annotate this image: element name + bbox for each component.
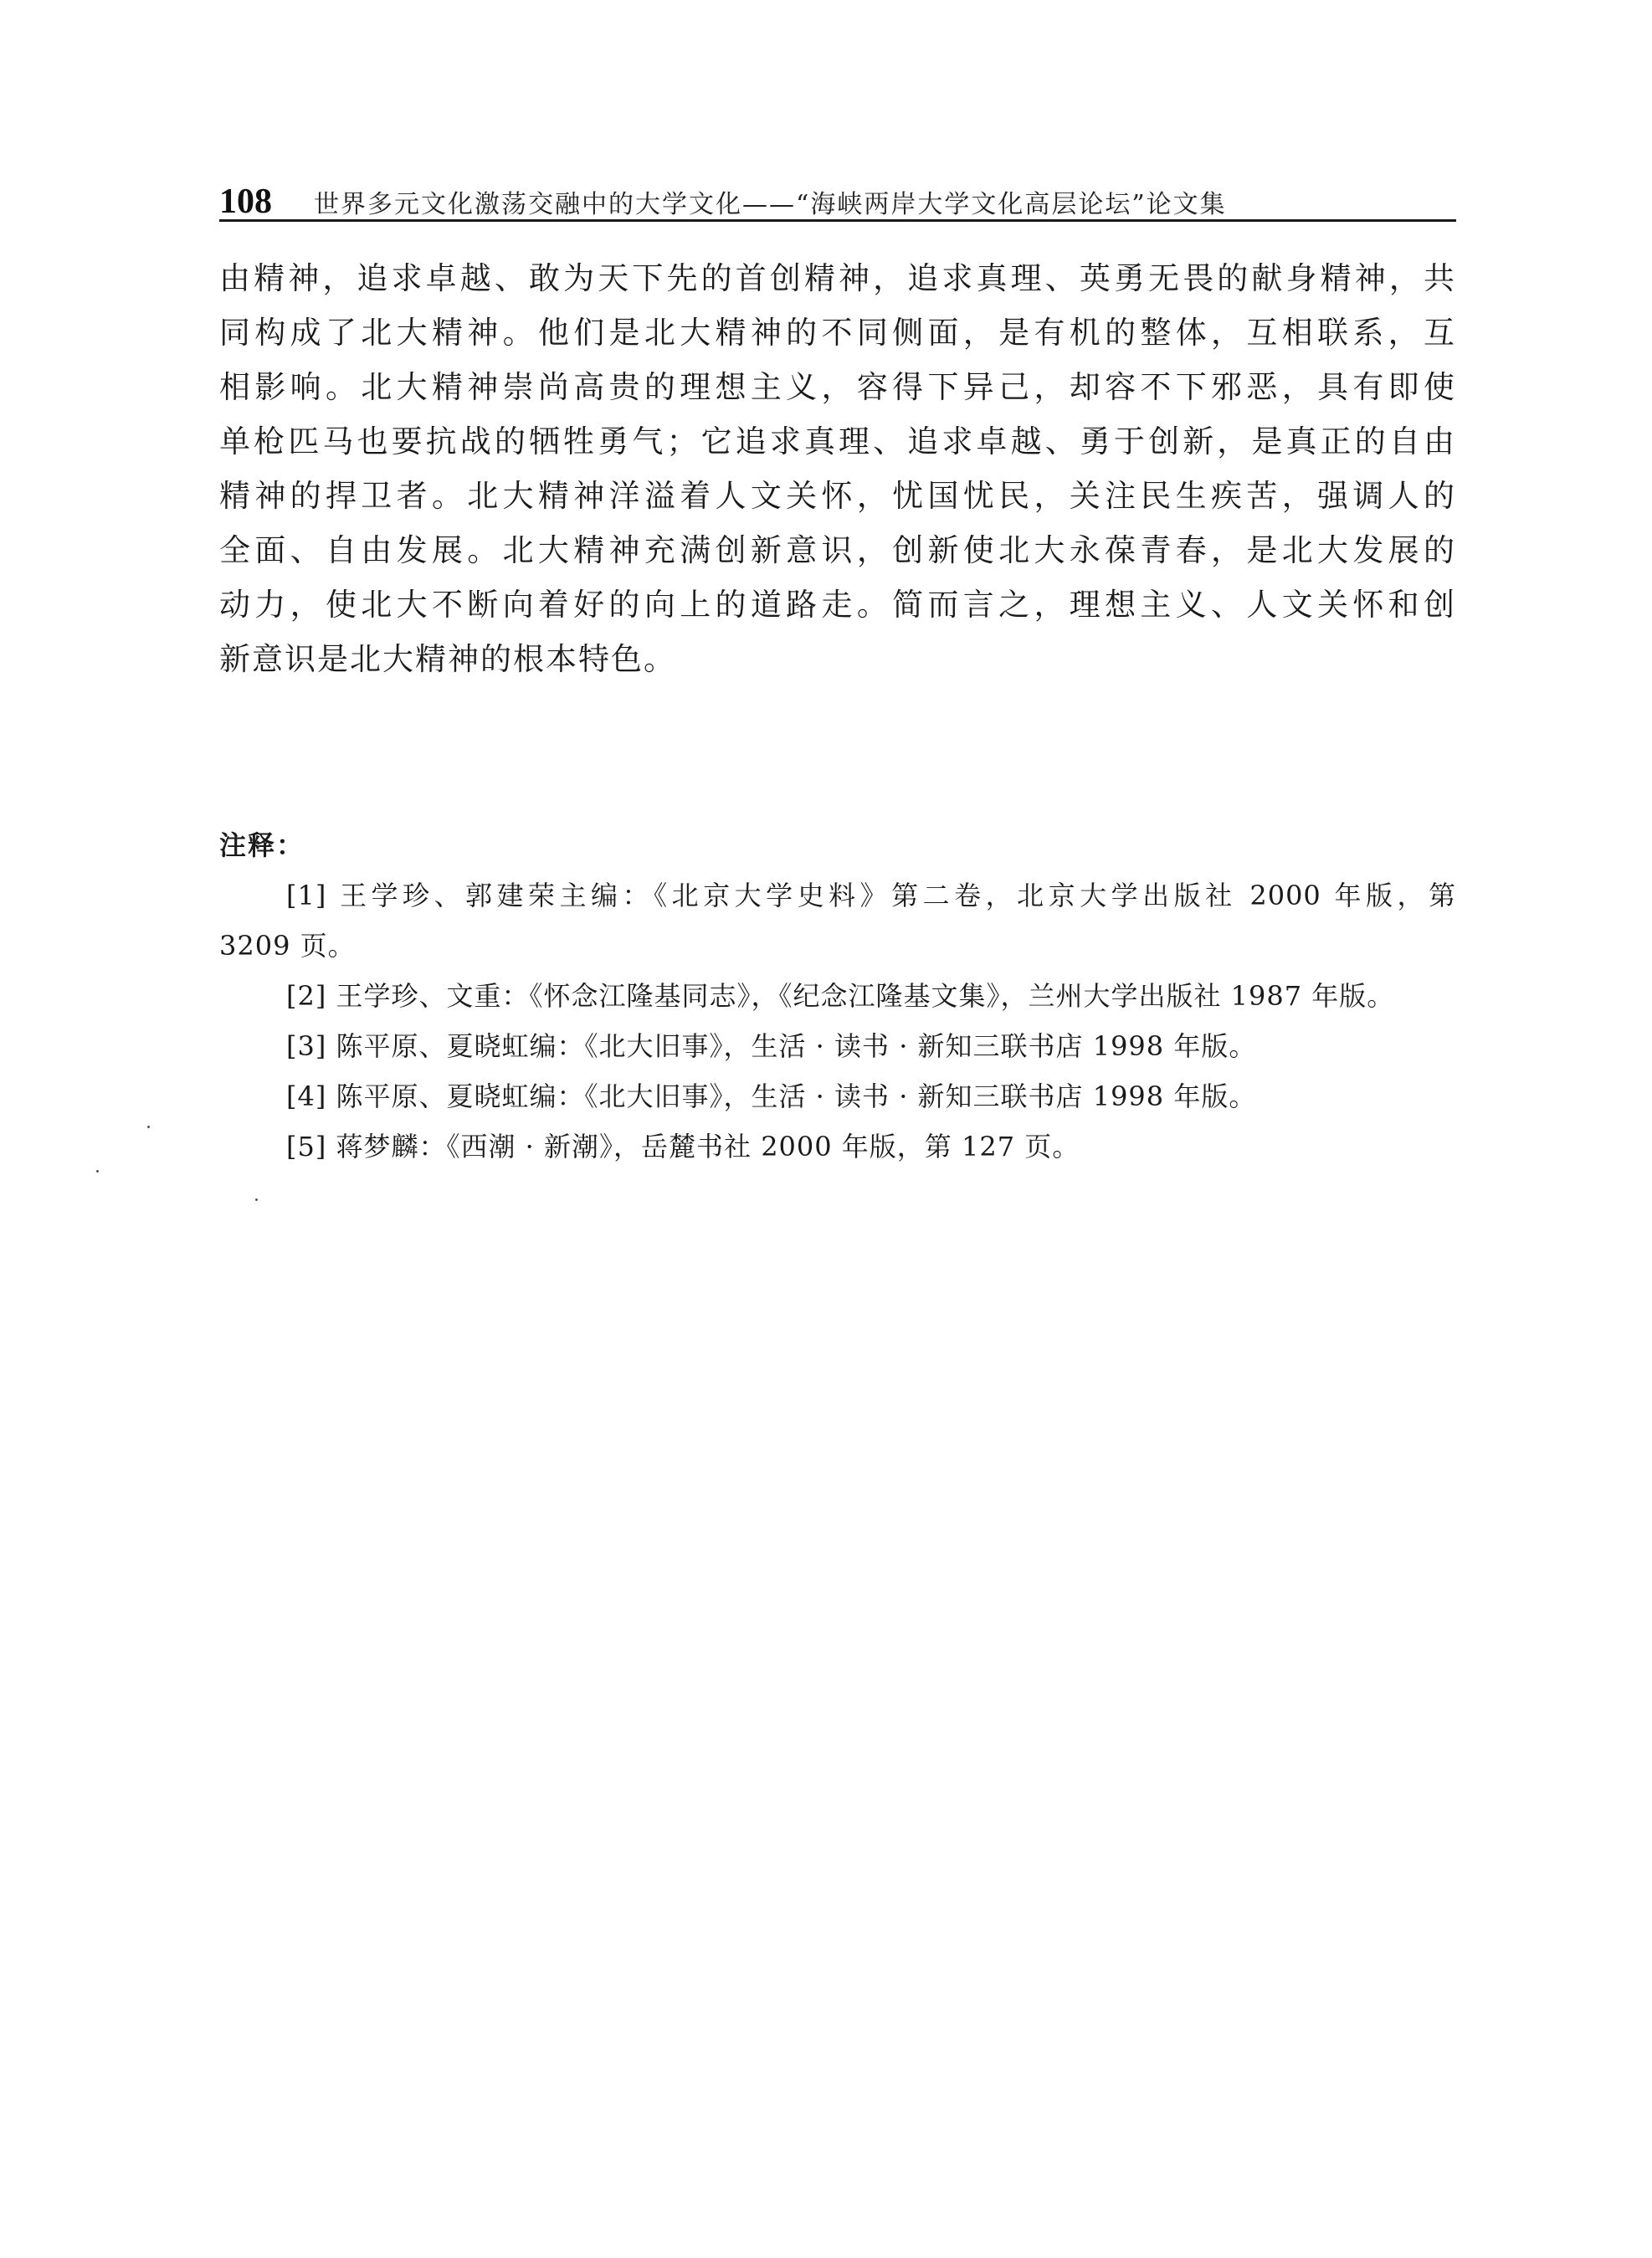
note-item-5: [5] 蒋梦麟：《西潮 · 新潮》，岳麓书社 2000 年版，第 127 页。	[286, 1131, 1080, 1162]
note-item-3: [3] 陈平原、夏晓虹编：《北大旧事》，生活 · 读书 · 新知三联书店 1998 年版。	[286, 1030, 1257, 1062]
body-line: 同构成了北大精神。他们是北大精神的不同侧面，是有机的整体，互相联系，互	[219, 315, 1456, 351]
scan-speck	[147, 1126, 150, 1128]
note-item-1: [1] 王学珍、郭建荣主编：《北京大学史料》第二卷，北京大学出版社 2000 年版，第	[286, 880, 1456, 911]
page-header	[219, 161, 1456, 219]
body-line: 相影响。北大精神崇尚高贵的理想主义，容得下异己，却容不下邪恶，具有即使	[219, 369, 1456, 405]
note-item-4: [4] 陈平原、夏晓虹编：《北大旧事》，生活 · 读书 · 新知三联书店 1998 年版。	[286, 1080, 1257, 1112]
note-item-1-continuation: 3209 页。	[219, 930, 356, 962]
body-line: 单枪匹马也要抗战的牺牲勇气；它追求真理、追求卓越、勇于创新，是真正的自由	[219, 423, 1456, 459]
running-title: 世界多元文化激荡交融中的大学文化——“海峡两岸大学文化高层论坛”论文集	[314, 190, 1227, 219]
page-number: 108	[219, 182, 272, 221]
notes-heading: 注释：	[219, 829, 305, 861]
body-line: 由精神，追求卓越、敢为天下先的首创精神，追求真理、英勇无畏的献身精神，共	[219, 260, 1456, 296]
scan-speck	[96, 1170, 99, 1173]
header-rule	[219, 219, 1456, 222]
body-line: 动力，使北大不断向着好的向上的道路走。简而言之，理想主义、人文关怀和创	[219, 587, 1456, 623]
body-line: 新意识是北大精神的根本特色。	[219, 641, 676, 677]
notes-list	[219, 870, 1456, 1172]
body-line: 精神的捍卫者。北大精神洋溢着人文关怀，忧国忧民，关注民生疾苦，强调人的	[219, 478, 1456, 514]
note-item-2: [2] 王学珍、文重：《怀念江隆基同志》，《纪念江隆基文集》，兰州大学出版社 1987 年版。	[286, 980, 1395, 1012]
body-paragraph	[219, 251, 1456, 686]
body-line: 全面、自由发展。北大精神充满创新意识，创新使北大永葆青春，是北大发展的	[219, 532, 1456, 568]
scan-speck	[255, 1198, 258, 1201]
